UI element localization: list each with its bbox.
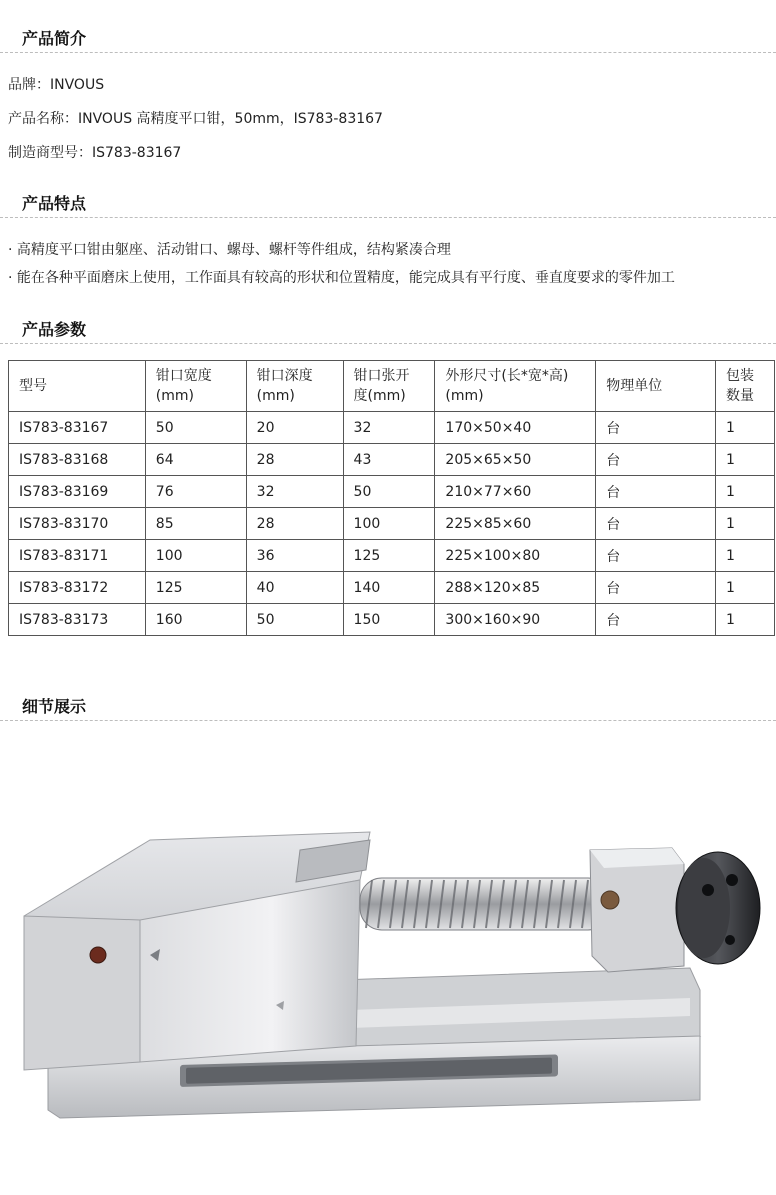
cell-width: 160	[145, 604, 246, 636]
cell-unit: 台	[596, 540, 716, 572]
cell-qty: 1	[716, 476, 775, 508]
cell-model: IS783-83167	[9, 412, 146, 444]
cell-size: 225×100×80	[435, 540, 596, 572]
cell-depth: 36	[246, 540, 343, 572]
cell-qty: 1	[716, 540, 775, 572]
cell-width: 85	[145, 508, 246, 540]
cell-unit: 台	[596, 508, 716, 540]
cell-qty: 1	[716, 508, 775, 540]
cell-opening: 32	[343, 412, 435, 444]
table-row	[9, 540, 775, 572]
cell-model: IS783-83168	[9, 444, 146, 476]
section-params-title: 产品参数	[22, 320, 87, 339]
cell-opening: 43	[343, 444, 435, 476]
cell-unit: 台	[596, 412, 716, 444]
section-features-header	[0, 191, 776, 218]
precision-vise-icon	[0, 740, 776, 1195]
cell-unit: 台	[596, 572, 716, 604]
cell-qty: 1	[716, 412, 775, 444]
cell-depth: 28	[246, 444, 343, 476]
table-row	[9, 508, 775, 540]
header-size: 外形尺寸(长*宽*高) (mm)	[435, 361, 596, 412]
feature-item: · 高精度平口钳由躯座、活动钳口、螺母、螺杆等件组成，结构紧凑合理	[8, 242, 451, 258]
cell-depth: 28	[246, 508, 343, 540]
cell-width: 64	[145, 444, 246, 476]
section-details-title: 细节展示	[22, 697, 87, 716]
cell-width: 76	[145, 476, 246, 508]
cell-opening: 50	[343, 476, 435, 508]
table-header-row	[9, 361, 775, 412]
cell-size: 205×65×50	[435, 444, 596, 476]
header-unit: 物理单位	[596, 361, 716, 412]
cell-qty: 1	[716, 572, 775, 604]
cell-depth: 50	[246, 604, 343, 636]
table-row	[9, 444, 775, 476]
table-row	[9, 604, 775, 636]
section-features-title: 产品特点	[22, 194, 87, 213]
cell-width: 100	[145, 540, 246, 572]
table-row	[9, 412, 775, 444]
brand-line: 品牌：INVOUS	[8, 77, 105, 93]
cell-opening: 150	[343, 604, 435, 636]
header-pack-qty: 包装 数量	[716, 361, 775, 412]
cell-width: 125	[145, 572, 246, 604]
cell-model: IS783-83171	[9, 540, 146, 572]
header-width: 钳口宽度 (mm)	[145, 361, 246, 412]
section-details-header	[0, 694, 776, 721]
params-table	[8, 360, 775, 636]
cell-qty: 1	[716, 444, 775, 476]
cell-model: IS783-83170	[9, 508, 146, 540]
section-params-header	[0, 317, 776, 344]
cell-depth: 32	[246, 476, 343, 508]
cell-model: IS783-83169	[9, 476, 146, 508]
cell-opening: 125	[343, 540, 435, 572]
table-row	[9, 572, 775, 604]
table-row	[9, 476, 775, 508]
cell-opening: 140	[343, 572, 435, 604]
cell-size: 288×120×85	[435, 572, 596, 604]
section-intro-header	[0, 26, 776, 53]
model-line: 制造商型号：IS783-83167	[8, 145, 182, 161]
cell-size: 225×85×60	[435, 508, 596, 540]
header-model: 型号	[9, 361, 146, 412]
feature-item: · 能在各种平面磨床上使用，工作面具有较高的形状和位置精度，能完成具有平行度、垂直度要求的零件加工	[8, 270, 675, 286]
header-depth: 钳口深度 (mm)	[246, 361, 343, 412]
section-intro-title: 产品简介	[22, 29, 87, 48]
cell-unit: 台	[596, 476, 716, 508]
cell-depth: 20	[246, 412, 343, 444]
header-opening: 钳口张开 度(mm)	[343, 361, 435, 412]
cell-unit: 台	[596, 444, 716, 476]
cell-model: IS783-83172	[9, 572, 146, 604]
product-name-line: 产品名称：INVOUS 高精度平口钳，50mm，IS783-83167	[8, 111, 383, 127]
cell-opening: 100	[343, 508, 435, 540]
cell-size: 170×50×40	[435, 412, 596, 444]
cell-model: IS783-83173	[9, 604, 146, 636]
cell-unit: 台	[596, 604, 716, 636]
cell-depth: 40	[246, 572, 343, 604]
cell-qty: 1	[716, 604, 775, 636]
cell-size: 210×77×60	[435, 476, 596, 508]
cell-width: 50	[145, 412, 246, 444]
cell-size: 300×160×90	[435, 604, 596, 636]
